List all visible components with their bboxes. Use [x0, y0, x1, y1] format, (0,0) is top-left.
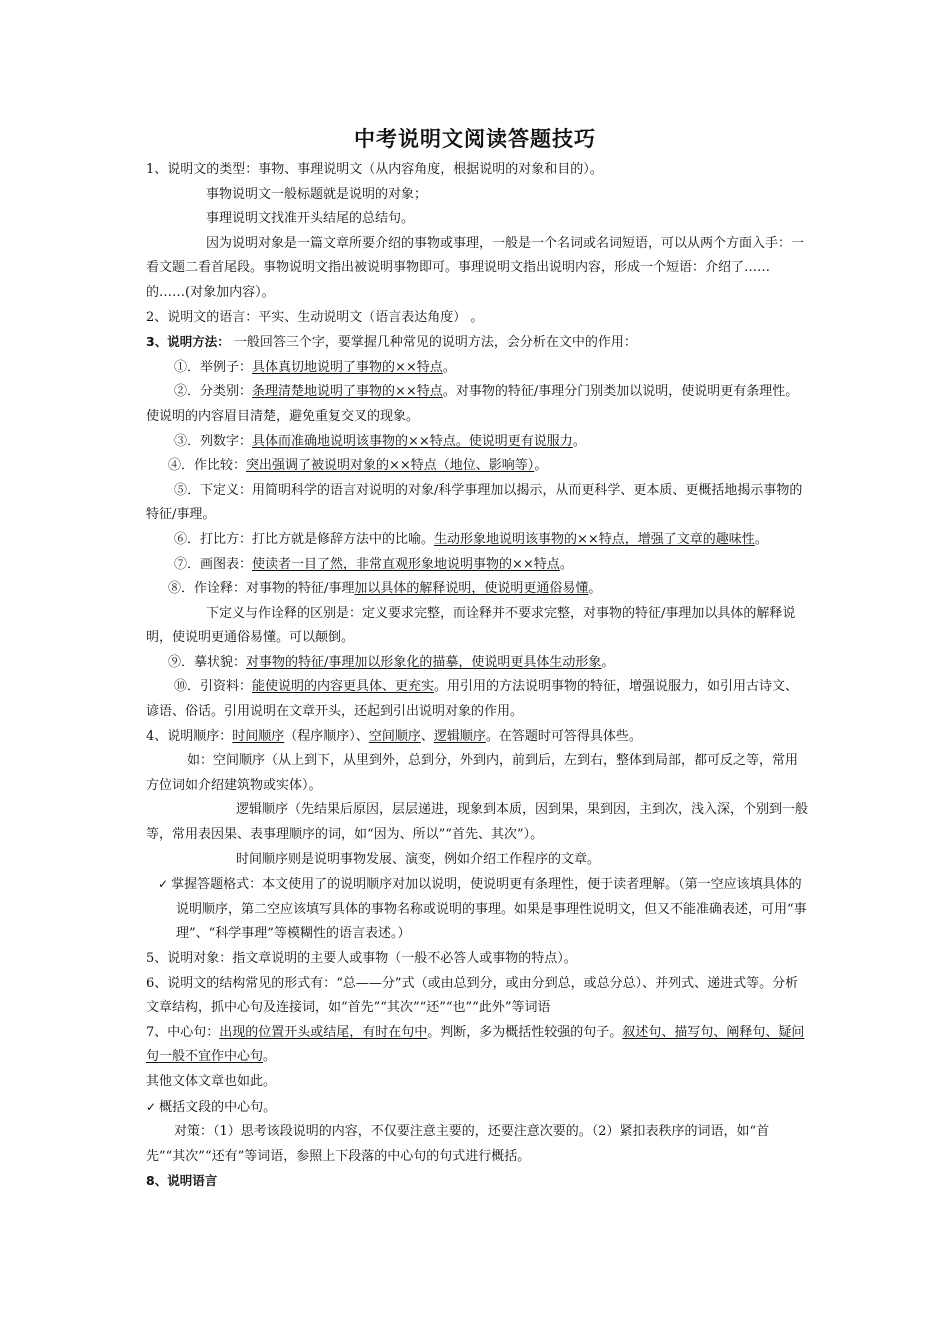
method-cite [146, 675, 808, 724]
thing-explain-note: 事物说明文一般标题就是说明的对象； [206, 186, 428, 202]
section-5-object: 5、说明对象：指文章说明的主要人或事物（一般不必答人或事物的特点）。 [146, 951, 577, 966]
method-label: ⑩．引资料： [174, 679, 253, 695]
method-compare [146, 454, 808, 479]
order-logic-example: 逻辑顺序（先结果后原因，层层递进，现象到本质，因到果，果到因，主到次，浅入深，个别到一般等，常用表因果、表事理顺序的词，如“因为、所以”“首先、其次”）。 [146, 802, 809, 843]
method-effect: 条理清楚地说明了事物的××特点 [252, 384, 443, 400]
method-label: ①．举例子： [174, 359, 253, 375]
punct: 。 [572, 433, 586, 449]
order-space-example: 如：空间顺序（从上到下，从里到外，总到分，外到内，前到后，左到右，整体到局部，都可反之等，常用方位词如介绍建筑物或实体）。 [146, 753, 799, 793]
object-explain-paragraph: 因为说明对象是一篇文章所要介绍的事物或事理，一般是一个名词或名词短语，可以从两个方面入手：一看文题二看首尾段。事物说明文指出被说明事物即可。事理说明文指出说明内容，形成一个短语：介绍了……的……(对象加内容）。 [146, 235, 805, 300]
method-numbers [146, 430, 808, 455]
section-3-methods [146, 330, 808, 356]
punct: 。 [534, 458, 548, 474]
summary-heading [146, 1095, 808, 1121]
order-space: 空间顺序 [368, 728, 421, 744]
section-1-type: 1、说明文的类型：事物、事理说明文（从内容角度，根据说明的对象和目的）。 [146, 162, 603, 177]
method-label: ⑨．摹状貌： [168, 654, 247, 670]
method-describe [146, 651, 808, 676]
method-effect: 使读者一目了然，非常直观形象地说明事物的××特点 [252, 556, 560, 572]
order-time-example: 时间顺序则是说明事物发展、演变，例如介绍工作程序的文章。 [236, 851, 601, 867]
method-label: ③．列数字： [174, 433, 253, 449]
central-exclude: 叙述句、描写句、阐释句、疑问句一般不宜作中心句 [146, 1024, 805, 1065]
order-logic: 逻辑顺序 [433, 728, 486, 744]
section-7-central [146, 1021, 808, 1070]
punct: 。 [754, 531, 768, 547]
method-effect: 突出强调了被说明对象的××特点（地位、影响等） [246, 458, 535, 474]
punct: 。 [601, 654, 615, 670]
section-4-label: 4、说明顺序： [146, 728, 233, 744]
other-genres-note: 其他文体文章也如此。 [146, 1073, 277, 1089]
section-6-structure: 6、说明文的结构常见的形式有：“总——分”式（或由总到分，或由分到总，或总分总）、并列式、递进式等。分析文章结构，抓中心句及连接词，如“首先”“其次”“还”“也”“此外”等词语 [146, 975, 799, 1016]
method-label: ④．作比较： [168, 458, 247, 474]
method-example [146, 356, 808, 381]
method-label: ⑥．打比方：打比方就是修辞方法中的比喻。 [174, 531, 435, 547]
reason-explain-note: 事理说明文找准开头结尾的总结句。 [206, 211, 415, 227]
section-3-label: 3、说明方法： [146, 334, 230, 350]
punct: 。 [559, 556, 573, 572]
punct: 。 [263, 1049, 277, 1065]
method-label: ⑦．画图表： [174, 556, 253, 572]
method-label: ②．分类别： [174, 384, 253, 400]
method-chart [146, 553, 808, 578]
answer-format [146, 872, 808, 947]
answer-format-text: 掌握答题格式：本文使用了的说明顺序对加以说明，使说明更有条理性，便于读者理解。（第一空应该填具体的说明顺序，第二空应该填写具体的事物名称或说明的事理。如果是事理性说明文，但又不能准确表述，可用“事理”、“科学事理”等模糊性的语言表述。） [171, 877, 807, 942]
method-effect: 具体而准确地说明该事物的××特点。使说明更有说服力 [252, 433, 573, 449]
method-metaphor [146, 528, 808, 553]
checkmark-icon: ✓ [158, 877, 169, 892]
summary-text: 概括文段的中心句。 [159, 1099, 277, 1115]
punct: 。 [588, 581, 602, 597]
method-label: ⑧．作诠释：对事物的特征/事理 [168, 581, 355, 597]
punct: 。 [442, 359, 456, 375]
checkmark-icon: ✓ [146, 1099, 157, 1114]
order-time: 时间顺序 [232, 728, 285, 744]
section-4-order [146, 725, 808, 750]
define-vs-interpret: 下定义与作诠释的区别是：定义要求完整，而诠释并不要求完整，对事物的特征/事理加以具体的解释说明，使说明更通俗易懂。可以颠倒。 [146, 605, 796, 646]
method-define: ⑤．下定义：用简明科学的语言对说明的对象/科学事理加以揭示，从而更科学、更本质、更概括地揭示事物的特征/事理。 [146, 482, 803, 523]
section-3-intro: 一般回答三个字，要掌握几种常见的说明方法，会分析在文中的作用： [229, 335, 637, 351]
document-body [146, 158, 808, 1194]
method-effect: 能使说明的内容更具体、更充实 [252, 679, 435, 695]
method-effect: 加以具体的解释说明，使说明更通俗易懂 [354, 581, 589, 597]
summary-strategy: 对策：（1）思考该段说明的内容，不仅要注意主要的，还要注意次要的。（2）紧扣表秩序的词语，如“首先”“其次”“还有”等词语，参照上下段落的中心句的句式进行概括。 [146, 1124, 770, 1164]
method-interpret [146, 577, 808, 602]
punct: 、 [420, 728, 434, 744]
central-position: 出现的位置开头或结尾，有时在句中 [219, 1024, 428, 1040]
method-detail: 。对事物的特征/事理分门别类加以说明，使说明更有条理性。使说明的内容眉目清楚，避免重复交叉的现象。 [146, 384, 799, 424]
order-time-note: （程序顺序）、 [284, 728, 369, 744]
central-judge: 。判断，多为概括性较强的句子。 [427, 1024, 623, 1040]
section-2-language: 2、说明文的语言：平实、生动说明文（语言表达角度） 。 [146, 309, 484, 325]
method-effect: 具体真切地说明了事物的××特点 [252, 359, 443, 375]
method-effect: 对事物的特征/事理加以形象化的描摹，使说明更具体生动形象 [246, 654, 602, 670]
section-8-label: 8、说明语言 [146, 1173, 218, 1189]
order-note: 。在答题时可答得具体些。 [485, 728, 642, 744]
page-title: 中考说明文阅读答题技巧 [354, 127, 596, 151]
method-effect: 生动形象地说明该事物的××特点，增强了文章的趣味性 [434, 531, 755, 547]
section-7-label: 7、中心句： [146, 1024, 220, 1040]
method-classify [146, 380, 808, 429]
method-detail: 。用引用的方法说明事物的特征，增强说服力，如引用古诗文、谚语、俗话。引用说明在文章开头，还起到引出说明对象的作用。 [146, 679, 799, 720]
